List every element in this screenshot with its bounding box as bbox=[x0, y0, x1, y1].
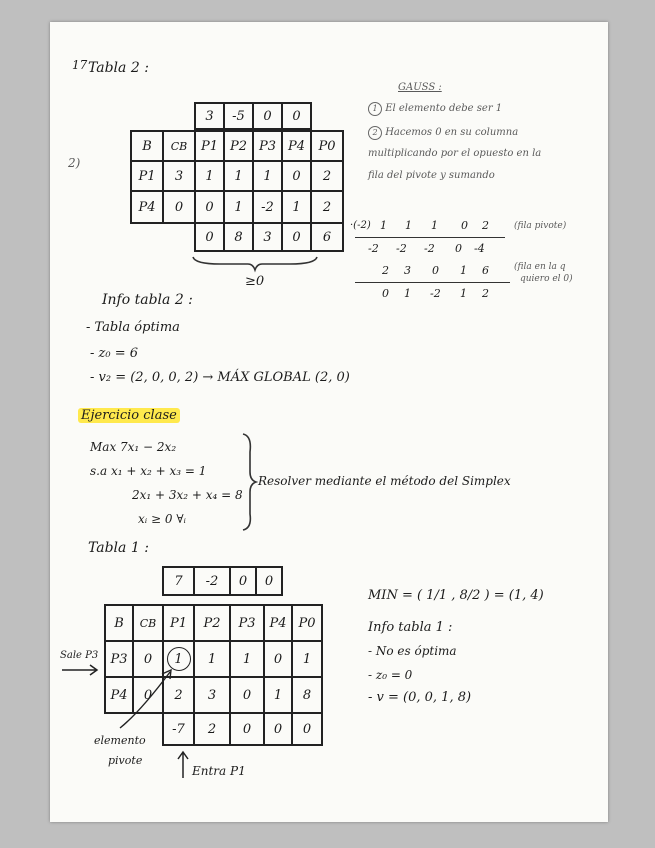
t2-r1-p1: 1 bbox=[194, 160, 225, 192]
op-r2-c5: -4 bbox=[474, 242, 485, 255]
tabla2-title: Tabla 2 : bbox=[88, 60, 149, 76]
op-r1-c4: 0 bbox=[461, 219, 468, 232]
t2-h-p2: P2 bbox=[223, 130, 254, 162]
t1-z-p4: 0 bbox=[263, 712, 293, 746]
op-r2-c4: 0 bbox=[455, 242, 462, 255]
step-2-text: Hacemos 0 en su columna bbox=[385, 127, 519, 138]
t2-cj-1: 3 bbox=[194, 102, 225, 130]
t2-r1-p2: 1 bbox=[223, 160, 254, 192]
brace-under-z-row bbox=[190, 254, 320, 274]
t1-z-p1: -7 bbox=[162, 712, 195, 746]
t1-r2-p1: 2 bbox=[162, 676, 195, 714]
t2-z-p1: 0 bbox=[194, 222, 225, 252]
t2-cj-4: 0 bbox=[281, 102, 312, 130]
t2-r2-b: P4 bbox=[130, 190, 164, 224]
t1-cj-2: -2 bbox=[193, 566, 231, 596]
t1-h-b: B bbox=[104, 604, 134, 642]
op-r3-c4: 1 bbox=[460, 264, 467, 277]
t2-r2-p4: 1 bbox=[281, 190, 312, 224]
t1-h-p0: P0 bbox=[291, 604, 323, 642]
op-rule-1 bbox=[355, 237, 505, 238]
t2-z-p0: 6 bbox=[310, 222, 344, 252]
t1-h-p2: P2 bbox=[193, 604, 231, 642]
op-r2-c1: -2 bbox=[368, 242, 379, 255]
op-note-pivot: (fila pivote) bbox=[514, 221, 567, 231]
step-1-text: El elemento debe ser 1 bbox=[385, 103, 503, 114]
t2-h-cb: CB bbox=[162, 130, 196, 162]
pivot-label-1: elemento bbox=[94, 734, 146, 747]
t1-h-cb: CB bbox=[132, 604, 164, 642]
op-r3-c3: 0 bbox=[432, 264, 439, 277]
instruction-text: Resolver mediante el método del Simplex bbox=[258, 474, 511, 488]
t1-z-p0: 0 bbox=[291, 712, 323, 746]
sale-arrow-icon bbox=[60, 662, 102, 676]
t1-h-p1: P1 bbox=[162, 604, 195, 642]
t1-r2-b: P4 bbox=[104, 676, 134, 714]
t2-h-p4: P4 bbox=[281, 130, 312, 162]
t2-cj-3: 0 bbox=[252, 102, 283, 130]
tabla1-title: Tabla 1 : bbox=[88, 540, 149, 556]
t2-h-b: B bbox=[130, 130, 164, 162]
t1-r1-p0: 1 bbox=[291, 640, 323, 678]
t1-r2-p4: 1 bbox=[263, 676, 293, 714]
ejercicio-label bbox=[78, 408, 180, 423]
problem-brace bbox=[240, 432, 258, 532]
min-ratio: MIN = ( 1/1 , 8/2 ) = (1, 4) bbox=[368, 588, 544, 603]
op-r1-c5: 2 bbox=[482, 219, 489, 232]
op-r1-c3: 1 bbox=[431, 219, 438, 232]
t1-cj-3: 0 bbox=[229, 566, 257, 596]
page-number: 17 bbox=[72, 58, 88, 72]
entra-arrow-icon bbox=[176, 750, 190, 780]
t2-r2-p3: -2 bbox=[252, 190, 283, 224]
t2-cj-2: -5 bbox=[223, 102, 254, 130]
t1-r1-b: P3 bbox=[104, 640, 134, 678]
op-note-target-1: (fila en la q bbox=[514, 262, 566, 272]
op-rule-2 bbox=[355, 282, 510, 283]
t2-r1-p0: 2 bbox=[310, 160, 344, 192]
t2-h-p1: P1 bbox=[194, 130, 225, 162]
t1-r1-p4: 0 bbox=[263, 640, 293, 678]
pivot-label-2: pivote bbox=[108, 754, 143, 767]
info1-title: Info tabla 1 : bbox=[368, 620, 453, 635]
pivot-pointer-arrow-icon bbox=[110, 662, 190, 732]
problem-nonneg: xᵢ ≥ 0 ∀ᵢ bbox=[138, 512, 186, 526]
op-r2-c2: -2 bbox=[396, 242, 407, 255]
op-r3-c5: 6 bbox=[482, 264, 489, 277]
t2-z-p3: 3 bbox=[252, 222, 283, 252]
op-r3-c2: 3 bbox=[404, 264, 411, 277]
t1-r2-p0: 8 bbox=[291, 676, 323, 714]
t2-h-p3: P3 bbox=[252, 130, 283, 162]
op-res-c1: 0 bbox=[382, 287, 389, 300]
op-note-target-2: quiero el 0) bbox=[520, 274, 573, 284]
ejercicio-highlight: Ejercicio clase bbox=[78, 408, 180, 423]
op-r2-c3: -2 bbox=[424, 242, 435, 255]
t1-r1-p2: 1 bbox=[193, 640, 231, 678]
t2-r2-p0: 2 bbox=[310, 190, 344, 224]
entra-label: Entra P1 bbox=[192, 764, 246, 778]
t1-r2-p2: 3 bbox=[193, 676, 231, 714]
brace-label: ≥0 bbox=[245, 274, 265, 289]
gauss-step-1 bbox=[368, 102, 502, 116]
sale-label: Sale P3 bbox=[60, 650, 99, 661]
t1-r2-cb: 0 bbox=[132, 676, 164, 714]
problem-constraint-2: 2x₁ + 3x₂ + x₄ = 8 bbox=[132, 488, 243, 502]
problem-objective: Max 7x₁ − 2x₂ bbox=[90, 440, 177, 454]
info2-title: Info tabla 2 : bbox=[102, 292, 193, 308]
t2-z-p2: 8 bbox=[223, 222, 254, 252]
gauss-title: GAUSS : bbox=[398, 82, 442, 93]
side-mark: 2) bbox=[68, 156, 81, 170]
step-2-number: 2 bbox=[368, 126, 382, 140]
t2-r1-p4: 0 bbox=[281, 160, 312, 192]
problem-constraint-1: s.a x₁ + x₂ + x₃ = 1 bbox=[90, 464, 207, 478]
info1-item-1: - No es óptima bbox=[368, 644, 457, 658]
info2-item-2: - z₀ = 6 bbox=[90, 346, 139, 361]
notebook-page bbox=[50, 22, 608, 822]
t2-r1-b: P1 bbox=[130, 160, 164, 192]
t1-z-p2: 2 bbox=[193, 712, 231, 746]
t1-r1-cb: 0 bbox=[132, 640, 164, 678]
gauss-text-1: multiplicando por el opuesto en la bbox=[368, 148, 542, 159]
t1-z-p3: 0 bbox=[229, 712, 265, 746]
t1-r2-p3: 0 bbox=[229, 676, 265, 714]
t2-h-p0: P0 bbox=[310, 130, 344, 162]
t1-cj-4: 0 bbox=[255, 566, 283, 596]
t2-r1-cb: 3 bbox=[162, 160, 196, 192]
t2-r2-cb: 0 bbox=[162, 190, 196, 224]
pivot-circle: 1 bbox=[167, 647, 191, 671]
op-r1-c1: 1 bbox=[380, 219, 387, 232]
op-res-c5: 2 bbox=[482, 287, 489, 300]
t2-r2-p1: 0 bbox=[194, 190, 225, 224]
op-r1-c2: 1 bbox=[405, 219, 412, 232]
info2-item-3: - v₂ = (2, 0, 0, 2) → MÁX GLOBAL (2, 0) bbox=[90, 370, 350, 385]
info2-item-1: - Tabla óptima bbox=[86, 320, 180, 335]
info1-item-2: - z₀ = 0 bbox=[368, 668, 413, 682]
op-multiplier: ·(-2) bbox=[350, 220, 371, 231]
t2-r2-p2: 1 bbox=[223, 190, 254, 224]
t2-r1-p3: 1 bbox=[252, 160, 283, 192]
op-res-c3: -2 bbox=[430, 287, 441, 300]
op-res-c2: 1 bbox=[404, 287, 411, 300]
t2-z-p4: 0 bbox=[281, 222, 312, 252]
step-1-number: 1 bbox=[368, 102, 382, 116]
op-r3-c1: 2 bbox=[382, 264, 389, 277]
gauss-text-2: fila del pivote y sumando bbox=[368, 170, 495, 181]
t1-cj-1: 7 bbox=[162, 566, 195, 596]
gauss-step-2 bbox=[368, 126, 518, 140]
t1-h-p4: P4 bbox=[263, 604, 293, 642]
t1-r1-p3: 1 bbox=[229, 640, 265, 678]
op-res-c4: 1 bbox=[460, 287, 467, 300]
info1-item-3: - v = (0, 0, 1, 8) bbox=[368, 690, 472, 705]
t1-h-p3: P3 bbox=[229, 604, 265, 642]
